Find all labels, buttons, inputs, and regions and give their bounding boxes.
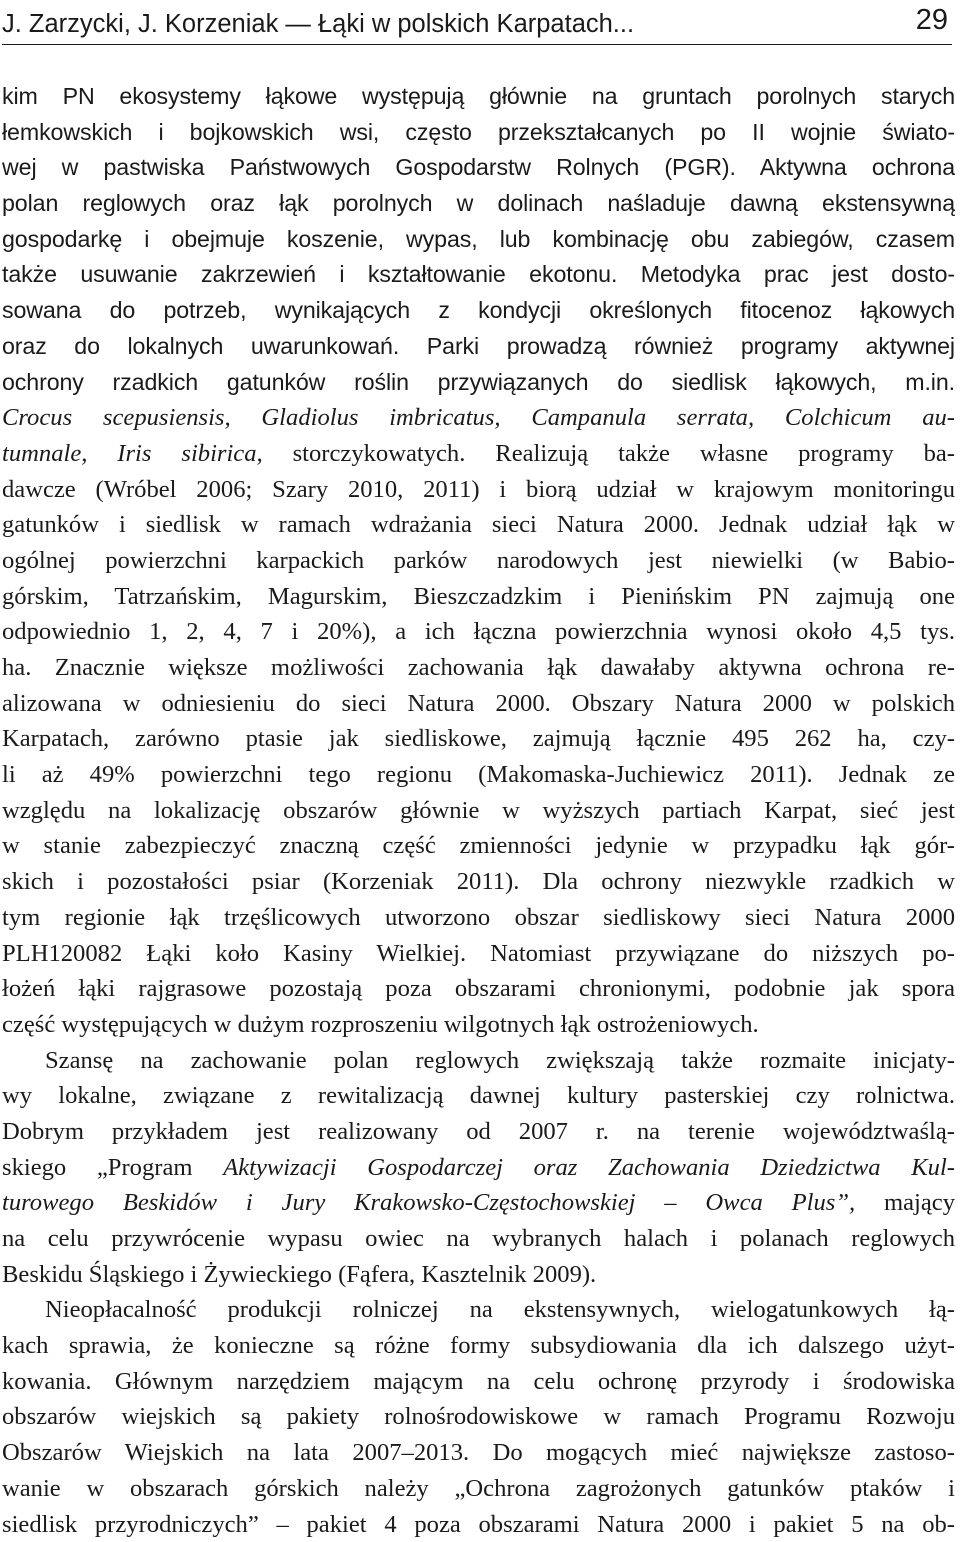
text-run: ochrony rzadkich gatunków roślin przywiązanych do siedlisk łąkowych, m.in. [2, 369, 955, 395]
text-line [2, 1114, 955, 1150]
text-run: kach sprawia, że konieczne są różne formy subsydiowania dla ich dalszego użyt- [2, 1332, 955, 1359]
text-line [2, 1292, 955, 1328]
text-line [2, 1257, 955, 1293]
text-line [2, 507, 955, 543]
text-run: skiego „Program [2, 1154, 223, 1181]
text-run: górskim, Tatrzańskim, Magurskim, Bieszczadzkim i Pienińskim PN zajmują one [2, 583, 955, 610]
text-run: ha. Znacznie większe możliwości zachowania łąk dawałaby aktywna ochrona re- [2, 654, 955, 681]
text-run: siedlisk przyrodniczych” – pakiet 4 poza obszarami Natura 2000 i pakiet 5 na ob- [2, 1511, 955, 1538]
text-run: Dobrym przykładem jest realizowany od 2007 r. na terenie województwaślą- [2, 1118, 955, 1145]
text-run: gospodarkę i obejmuje koszenie, wypas, lub kombinację obu zabiegów, czasem [2, 226, 955, 252]
text-run: tumnale, Iris sibirica, [2, 440, 293, 467]
text-run: storczykowatych. Realizują także własne programy ba- [293, 440, 955, 467]
text-line [2, 686, 955, 722]
text-line [2, 828, 955, 864]
text-line [2, 1399, 955, 1435]
text-run: Aktywizacji Gospodarczej oraz Zachowania Dziedzictwa Kul- [223, 1154, 955, 1181]
text-line [2, 1435, 955, 1471]
text-line [2, 79, 955, 115]
text-line [2, 1078, 955, 1114]
text-run: względu na lokalizację obszarów głównie w wyższych partiach Karpat, sieć jest [2, 797, 955, 824]
text-line [2, 757, 955, 793]
text-line [2, 257, 955, 293]
text-line [2, 1150, 955, 1186]
text-line [2, 329, 955, 365]
text-line [2, 222, 955, 258]
text-line [2, 186, 955, 222]
text-run: Nieopłacalność produkcji rolniczej na ekstensywnych, wielogatunkowych łą- [45, 1296, 955, 1323]
text-line [2, 543, 955, 579]
text-line [2, 614, 955, 650]
text-line [2, 1221, 955, 1257]
text-run: obszarów wiejskich są pakiety rolnośrodowiskowe w ramach Programu Rozwoju [2, 1403, 955, 1430]
body-text [2, 79, 955, 1542]
text-line [2, 150, 955, 186]
text-run: Karpatach, zarówno ptasie jak siedliskowe, zajmują łącznie 495 262 ha, czy- [2, 725, 955, 752]
text-run: w stanie zabezpieczyć znaczną część zmienności jedynie w przypadku łąk gór- [2, 832, 955, 859]
text-line [2, 1328, 955, 1364]
text-run: odpowiednio 1, 2, 4, 7 i 20%), a ich łączna powierzchnia wynosi około 4,5 tys. [2, 618, 955, 645]
text-run: łemkowskich i bojkowskich wsi, często przekształcanych po II wojnie świato- [2, 119, 955, 145]
text-run: kim PN ekosystemy łąkowe występują głównie na gruntach porolnych starych [2, 83, 955, 109]
text-run: polan reglowych oraz łąk porolnych w dolinach naśladuje dawną ekstensywną [2, 190, 955, 216]
text-line [2, 971, 955, 1007]
text-run: Obszarów Wiejskich na lata 2007–2013. Do mogących mieć największe zastoso- [2, 1439, 955, 1466]
text-line [2, 1364, 955, 1400]
text-run: li aż 49% powierzchni tego regionu (Makomaska-Juchiewicz 2011). Jednak ze [2, 761, 955, 788]
text-run: Beskidu Śląskiego i Żywieckiego (Fąfera, Kasztelnik 2009). [2, 1261, 596, 1288]
page-number: 29 [916, 4, 948, 37]
text-line [2, 1185, 955, 1221]
text-run: alizowana w odniesieniu do sieci Natura 2000. Obszary Natura 2000 w polskich [2, 690, 955, 717]
text-run: także usuwanie zakrzewień i kształtowanie ekotonu. Metodyka prac jest dosto- [2, 261, 955, 287]
text-line [2, 1043, 955, 1079]
text-run: Szansę na zachowanie polan reglowych zwiększają także rozmaite inicjaty- [45, 1047, 955, 1074]
text-line [2, 793, 955, 829]
text-run: turowego Beskidów i Jury Krakowsko-Częstochowskiej – Owca Plus”, [2, 1189, 884, 1216]
text-run: gatunków i siedlisk w ramach wdrażania sieci Natura 2000. Jednak udział łąk w [2, 511, 955, 538]
text-line [2, 1507, 955, 1542]
text-run: część występujących w dużym rozproszeniu wilgotnych łąk ostrożeniowych. [2, 1011, 759, 1038]
text-run: sowana do potrzeb, wynikających z kondycji określonych fitocenoz łąkowych [2, 297, 955, 323]
text-line [2, 650, 955, 686]
text-line [2, 293, 955, 329]
text-run: wej w pastwiska Państwowych Gospodarstw Rolnych (PGR). Aktywna ochrona [2, 154, 955, 180]
header-title: J. Zarzycki, J. Korzeniak — Łąki w polskich Karpatach... [2, 10, 634, 39]
text-run: PLH120082 Łąki koło Kasiny Wielkiej. Natomiast przywiązane do niższych po- [2, 940, 955, 967]
text-line [2, 936, 955, 972]
text-line [2, 436, 955, 472]
text-run: na celu przywrócenie wypasu owiec na wybranych halach i polanach reglowych [2, 1225, 955, 1252]
text-run: dawcze (Wróbel 2006; Szary 2010, 2011) i biorą udział w krajowym monitoringu [2, 476, 955, 503]
text-line [2, 1007, 955, 1043]
text-line [2, 472, 955, 508]
text-line [2, 1471, 955, 1507]
text-run: wanie w obszarach górskich należy „Ochrona zagrożonych gatunków ptaków i [2, 1475, 955, 1502]
text-run: wy lokalne, związane z rewitalizacją dawnej kultury pasterskiej czy rolnictwa. [2, 1082, 955, 1109]
text-line [2, 115, 955, 151]
text-run: mający [884, 1189, 955, 1216]
text-line [2, 864, 955, 900]
text-line [2, 900, 955, 936]
text-run: Crocus scepusiensis, Gladiolus imbricatus, Campanula serrata, Colchicum au- [2, 404, 955, 431]
text-run: tym regionie łąk trzęślicowych utworzono obszar siedliskowy sieci Natura 2000 [2, 904, 955, 931]
text-run: łożeń łąki rajgrasowe pozostają poza obszarami chronionymi, podobnie jak spora [2, 975, 955, 1002]
text-run: ogólnej powierzchni karpackich parków narodowych jest niewielki (w Babio- [2, 547, 955, 574]
text-run: kowania. Głównym narzędziem mającym na celu ochronę przyrody i środowiska [2, 1368, 955, 1395]
text-line [2, 721, 955, 757]
text-line [2, 400, 955, 436]
text-run: oraz do lokalnych uwarunkowań. Parki prowadzą również programy aktywnej [2, 333, 955, 359]
text-line [2, 579, 955, 615]
running-header [2, 4, 952, 45]
text-run: skich i pozostałości psiar (Korzeniak 2011). Dla ochrony niezwykle rzadkich w [2, 868, 955, 895]
text-line [2, 365, 955, 401]
